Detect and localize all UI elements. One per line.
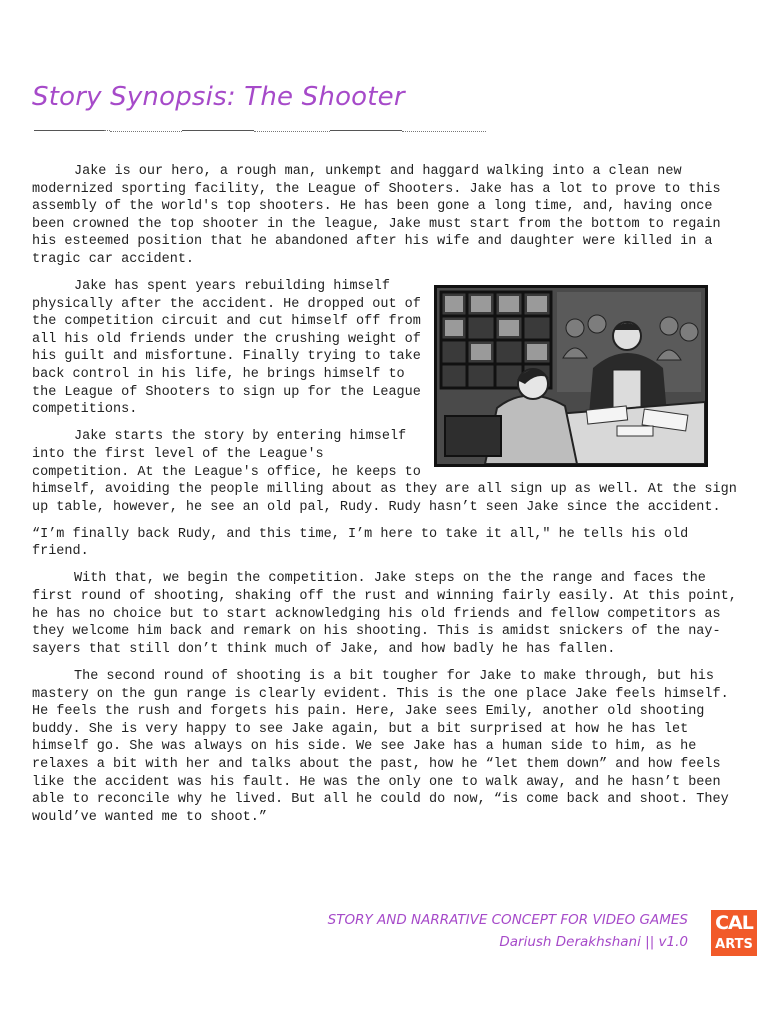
paragraph: The second round of shooting is a bit tougher for Jake to make through, but his mastery on the gun range is clearly evident. This is the one place Jake feels himself. He feels the rush and forgets his pain. Here, Jake sees Emily, another old shooting buddy. She is very happy to see Jake again, but a bit surprised at how he has let himself go. She was always on his side. We see Jake has a human side to him, as he relaxes a bit with her and talks about the past, how he “let them down” and how feels like the accident was his fault. He was the only one to walk away, and he hasn’t been able to reconcile why he lived. But all he could do now, “is come back and shoot. They would’ve wanted me to shoot.” bbox=[32, 668, 729, 825]
paragraph: With that, we begin the competition. Jake steps on the the range and faces the first round of shooting, shaking off the rust and winning fairly easily. At this point, he has no choice but to start acknowledging his old friends and fellow competitors as they welcome him back and remark on his shooting. This is amidst snickers of the nay-sayers that still don’t think much of Jake, and how badly he has fallen. bbox=[32, 571, 737, 657]
calarts-logo bbox=[711, 910, 757, 956]
paragraph: Jake has spent years rebuilding himself physically after the accident. He dropped out of the competition circuit and cut himself off from all his old friends under the crushing weight of his guilt and misfortune. Finally trying to take back control in his life, he brings himself to the League of Shooters to sign up for the League competitions. bbox=[32, 278, 738, 419]
page-title: Story Synopsis: The Shooter bbox=[32, 82, 405, 112]
storyboard-illustration bbox=[434, 285, 708, 467]
paragraph: Jake starts the story by entering himself into the first level of the League's competition. At the League's office, he keeps to himself, avoiding the people milling about as they are all sign up as well. At the sign up table, however, he see an old pal, Rudy. Rudy hasn’t seen Jake since the accident. bbox=[32, 429, 737, 515]
synopsis-body bbox=[32, 163, 738, 836]
logo-line-bottom: ARTS bbox=[715, 937, 753, 952]
paragraph: “I’m finally back Rudy, and this time, I’m here to take it all," he tells his old friend. bbox=[32, 526, 689, 560]
logo-line-top: CAL bbox=[715, 912, 753, 934]
paragraph: Jake is our hero, a rough man, unkempt and haggard walking into a clean new modernized sporting facility, the League of Shooters. Jake has a lot to prove to this assembly of the world's top shooters. He has been gone a long time, and, having once been crowned the top shooter in the league, Jake must start from the bottom to regain his esteemed position that he abandoned after his wife and daughter were killed in a tragic car accident. bbox=[32, 164, 721, 267]
course-title: STORY AND NARRATIVE CONCEPT FOR VIDEO GAMES bbox=[327, 912, 688, 928]
author-version: Dariush Derakhshani || v1.0 bbox=[499, 934, 688, 950]
title-divider bbox=[34, 128, 486, 132]
